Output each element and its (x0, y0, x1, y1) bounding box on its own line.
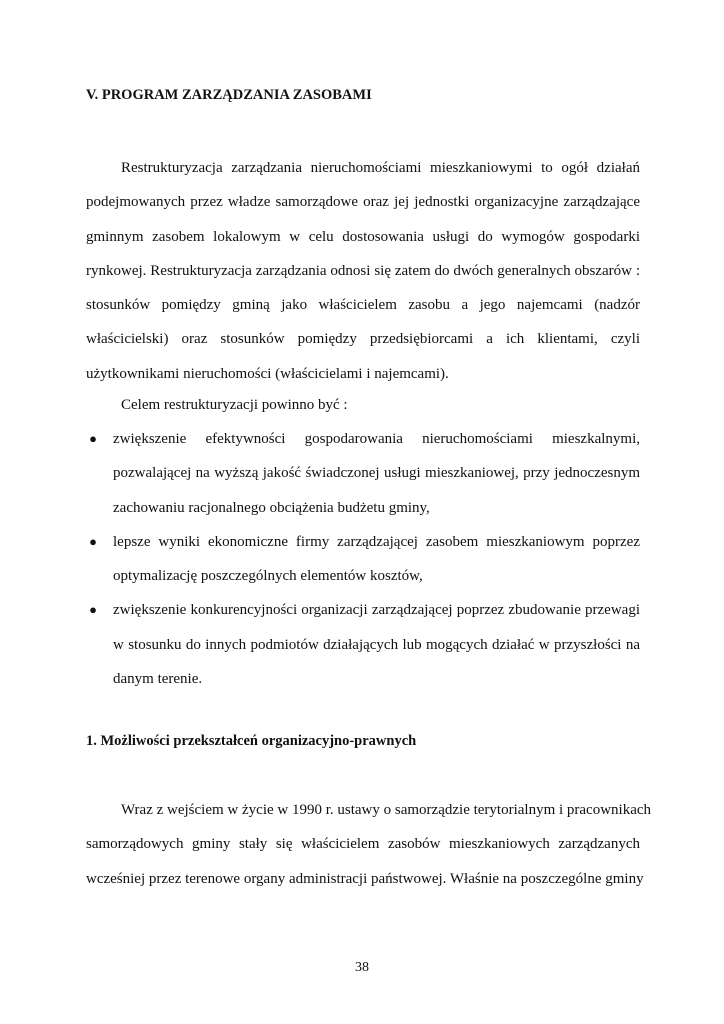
list-item-line: zwiększenie konkurencyjności organizacji zarządzającej poprzez zbudowanie przewagi (113, 602, 640, 619)
list-item-line: zwiększenie efektywności gospodarowania nieruchomościami mieszkalnymi, (113, 431, 640, 447)
list-item-line: lepsze wyniki ekonomiczne firmy zarządzającej zasobem mieszkaniowym poprzez (113, 533, 640, 550)
list-item-line: zachowaniu racjonalnego obciążenia budżetu gminy, (113, 499, 430, 516)
paragraph-line: wcześniej przez terenowe organy administracji państwowej. Właśnie na poszczególne gminy (86, 870, 644, 887)
paragraph-line: Restrukturyzacja zarządzania nieruchomościami mieszkaniowymi to ogół działań (121, 160, 640, 176)
paragraph-goals-intro (86, 388, 640, 422)
bullet-icon: ● (89, 602, 97, 618)
list-item (86, 593, 640, 696)
paragraph-line: właścicielski) oraz stosunków pomiędzy przedsiębiorcami a ich klientami, czyli (86, 331, 640, 348)
list-item-line: w stosunku do innych podmiotów działających lub mogących działać w przyszłości na (113, 636, 640, 653)
list-item-line: optymalizację poszczególnych elementów kosztów, (113, 568, 423, 585)
bullet-icon: ● (89, 533, 97, 549)
list-item-line: danym terenie. (113, 671, 203, 688)
paragraph-line: podejmowanych przez władze samorządowe oraz jej jednostki organizacyjne zarządzające (86, 194, 640, 211)
paragraph-line: użytkownikami nieruchomości (właścicielami i najemcami). (86, 365, 449, 382)
paragraph-line: stosunków pomiędzy gminą jako właścicielem zasobu a jego najemcami (nadzór (86, 297, 640, 314)
list-item (86, 525, 640, 594)
paragraph-line: samorządowych gminy stały się właścicielem zasobów mieszkaniowych zarządzanych (86, 836, 640, 853)
list-item-line: pozwalającej na wyższą jakość świadczonej usługi mieszkaniowej, przy jednoczesnym (113, 465, 640, 482)
paragraph-line: Celem restrukturyzacji powinno być : (121, 397, 348, 413)
paragraph-line: Wraz z wejściem w życie w 1990 r. ustawy o samorządzie terytorialnym i pracownikach (121, 802, 652, 818)
section-heading: 1. Możliwości przekształceń organizacyjno-prawnych (86, 733, 417, 749)
chapter-heading: V. PROGRAM ZARZĄDZANIA ZASOBAMI (86, 87, 372, 103)
paragraph-section-1 (86, 793, 652, 896)
paragraph-line: gminnym zasobem lokalowym w celu dostosowania usługi do wymogów gospodarki (86, 228, 640, 245)
bullet-icon: ● (89, 431, 97, 446)
goals-list (86, 422, 640, 696)
page-number: 38 (355, 960, 369, 975)
paragraph-intro (86, 151, 640, 391)
list-item (86, 422, 640, 525)
paragraph-line: rynkowej. Restrukturyzacja zarządzania odnosi się zatem do dwóch generalnych obszarów : (86, 262, 640, 279)
